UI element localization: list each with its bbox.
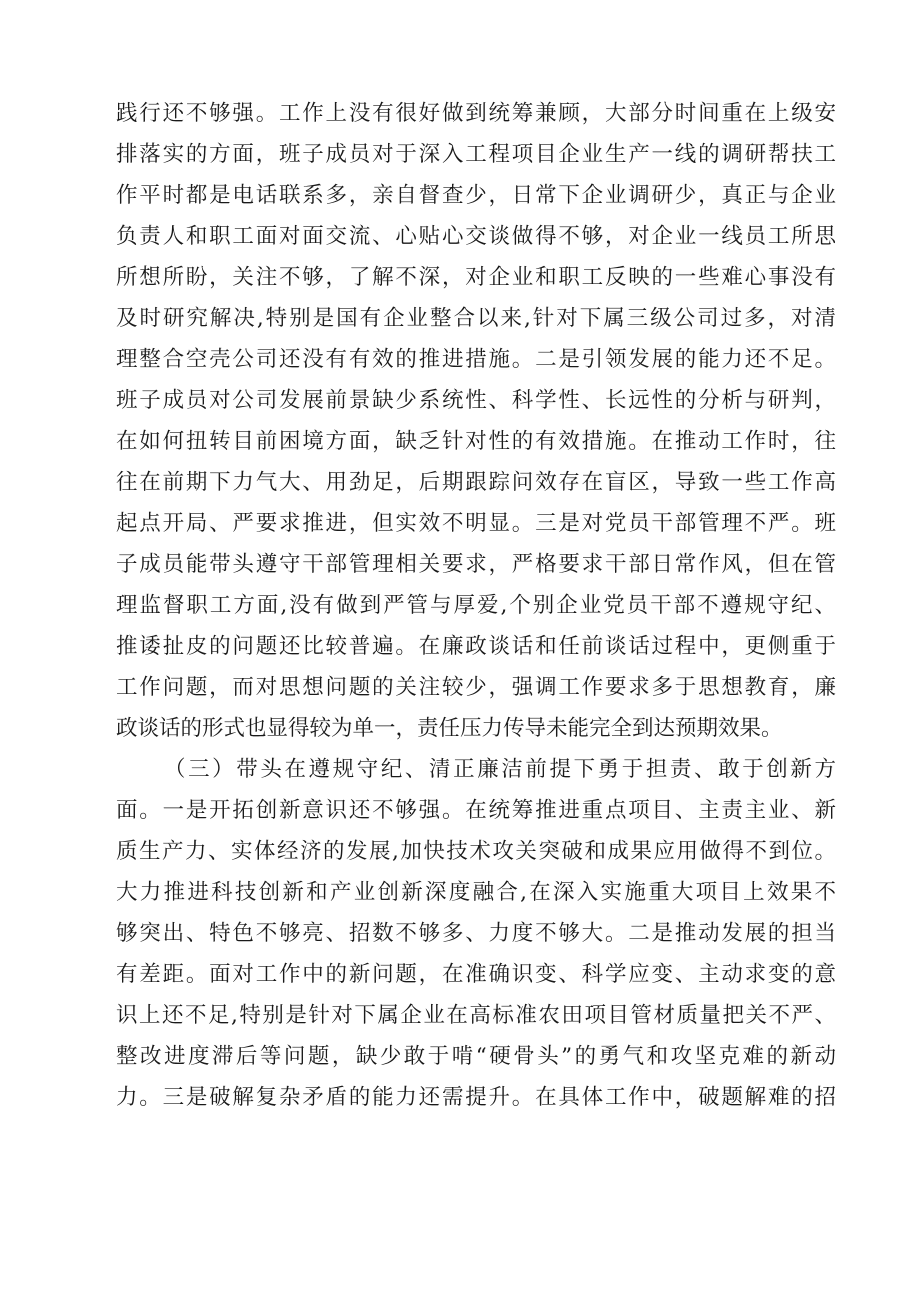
text-line: 工作问题，而对思想问题的关注较少，强调工作要求多于思想教育，廉 (116, 675, 836, 700)
text-line: 践行还不够强。工作上没有很好做到统筹兼顾，大部分时间重在上级安 (116, 101, 836, 126)
text-line: 理整合空壳公司还没有有效的推进措施。二是引领发展的能力还不足。 (116, 347, 836, 372)
text-line: 起点开局、严要求推进，但实效不明显。三是对党员干部管理不严。班 (116, 511, 836, 536)
text-line: 所想所盼，关注不够，了解不深，对企业和职工反映的一些难心事没有 (116, 265, 836, 290)
text-line: 大力推进科技创新和产业创新深度融合,在深入实施重大项目上效果不 (116, 880, 836, 905)
text-line: 政谈话的形式也显得较为单一，责任压力传导未能完全到达预期效果。 (116, 716, 783, 741)
text-line: 识上还不足,特别是针对下属企业在高标准农田项目管材质量把关不严、 (116, 1003, 836, 1028)
text-line: 够突出、特色不够亮、招数不够多、力度不够大。二是推动发展的担当 (116, 921, 836, 946)
text-line: 作平时都是电话联系多，亲自督查少，日常下企业调研少，真正与企业 (116, 183, 836, 208)
text-line: 力。三是破解复杂矛盾的能力还需提升。在具体工作中，破题解难的招 (116, 1085, 836, 1110)
text-line: 有差距。面对工作中的新问题，在准确识变、科学应变、主动求变的意 (116, 962, 836, 987)
text-line: 理监督职工方面,没有做到严管与厚爱,个别企业党员干部不遵规守纪、 (116, 593, 836, 618)
text-line: 排落实的方面，班子成员对于深入工程项目企业生产一线的调研帮扶工 (116, 142, 836, 167)
section-heading-line: （三）带头在遵规守纪、清正廉洁前提下勇于担责、敢于创新方 (164, 757, 836, 782)
text-line: 在如何扭转目前困境方面，缺乏针对性的有效措施。在推动工作时，往 (116, 429, 836, 454)
text-line: 往在前期下力气大、用劲足，后期跟踪问效存在盲区，导致一些工作高 (116, 470, 836, 495)
text-line: 质生产力、实体经济的发展,加快技术攻关突破和成果应用做得不到位。 (116, 839, 836, 864)
text-line: 负责人和职工面对面交流、心贴心交谈做得不够，对企业一线员工所思 (116, 224, 836, 249)
text-line: 子成员能带头遵守干部管理相关要求，严格要求干部日常作风，但在管 (116, 552, 836, 577)
text-line: 面。一是开拓创新意识还不够强。在统筹推进重点项目、主责主业、新 (116, 798, 836, 823)
body-text (116, 93, 836, 1118)
text-line: 班子成员对公司发展前景缺少系统性、科学性、长远性的分析与研判， (116, 388, 836, 413)
text-line: 整改进度滞后等问题，缺少敢于啃“硬骨头”的勇气和攻坚克难的新动 (116, 1044, 836, 1069)
text-line: 及时研究解决,特别是国有企业整合以来,针对下属三级公司过多，对清 (116, 306, 836, 331)
text-line: 推诿扯皮的问题还比较普遍。在廉政谈话和任前谈话过程中，更侧重于 (116, 634, 836, 659)
